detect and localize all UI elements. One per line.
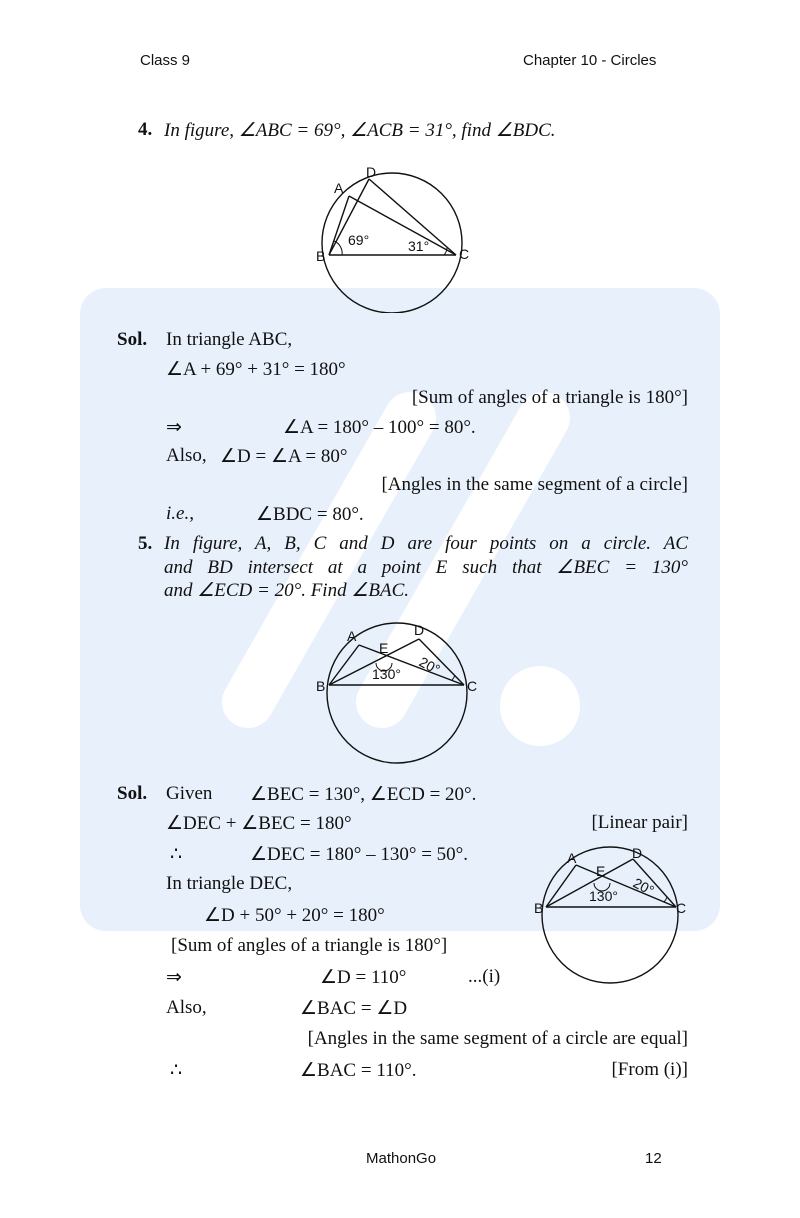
q5-question-line1: In figure, A, B, C and D are four points on a circle. AC <box>164 533 688 554</box>
q5-f2-label-a: A <box>567 850 577 866</box>
q5-sol-line8: ∠BAC = ∠D <box>300 998 408 1019</box>
q5-sol-reason-segment: [Angles in the same segment of a circle are equal] <box>307 1028 688 1049</box>
q5-f1-angle-e: 130° <box>372 666 401 682</box>
q4-sol-line1: In triangle ABC, <box>166 329 293 350</box>
q4-sol-reason1: [Sum of angles of a triangle is 180°] <box>411 387 688 408</box>
q4-number: 4. <box>138 119 153 140</box>
chapter-title: Chapter 10 - Circles <box>523 52 657 69</box>
class-label: Class 9 <box>140 52 191 69</box>
q5-sol-given: Given <box>166 783 213 804</box>
q5-f1-label-e: E <box>379 640 389 656</box>
q5-sol-implies: ⇒ <box>166 967 182 988</box>
q5-sol-line7: ∠D = 110° <box>320 967 407 988</box>
q4-sol-line5: ∠D = ∠A = 80° <box>220 446 348 467</box>
q4-sol-line4: ∠A = 180° – 100° = 80°. <box>283 417 476 438</box>
q4-sol-answer: ∠BDC = 80°. <box>256 504 364 525</box>
q5-sol-label: Sol. <box>117 783 148 804</box>
q5-f2-label-c: C <box>676 900 687 916</box>
q5-f2-label-d: D <box>632 845 643 861</box>
q5-sol-ref-i: ...(i) <box>468 966 501 987</box>
q5-sol-reason-sum: [Sum of angles of a triangle is 180°] <box>171 935 448 956</box>
q5-question-line2: and BD intersect at a point E such that ∠BEC = 130° <box>164 557 688 578</box>
q4-label-c: C <box>459 246 470 262</box>
q4-line-ba <box>329 196 349 255</box>
q5-sol-line1: ∠BEC = 130°, ∠ECD = 20°. <box>250 784 477 805</box>
q4-sol-label: Sol. <box>117 329 148 350</box>
q5-sol-line3: ∠DEC = 180° – 130° = 50°. <box>250 844 469 865</box>
q5-sol-also: Also, <box>166 997 207 1018</box>
footer-brand: MathonGo <box>366 1150 437 1167</box>
q5-f2-angle-e: 130° <box>589 888 618 904</box>
q5-sol-therefore2: ∴ <box>170 1060 183 1081</box>
q4-label-a: A <box>334 180 344 196</box>
q5-f2-label-e: E <box>596 863 606 879</box>
q5-sol-therefore1: ∴ <box>170 844 183 865</box>
q5-sol-line5: ∠D + 50° + 20° = 180° <box>204 905 385 926</box>
q5-question-line3: and ∠ECD = 20°. Find ∠BAC. <box>164 580 410 601</box>
q5-f1-label-d: D <box>414 622 425 638</box>
q5-f1-label-a: A <box>347 628 357 644</box>
q5-f2-angle-c: 20° <box>630 874 657 899</box>
q4-sol-implies: ⇒ <box>166 417 182 438</box>
q4-sol-also: Also, <box>166 445 207 466</box>
q4-angle-c-label: 31° <box>408 238 430 254</box>
q5-f1-label-b: B <box>316 678 326 694</box>
q5-sol-reason-linear: [Linear pair] <box>591 812 688 833</box>
q4-sol-line2: ∠A + 69° + 31° = 180° <box>166 359 346 380</box>
q4-sol-reason2: [Angles in the same segment of a circle] <box>381 474 688 495</box>
q5-sol-answer: ∠BAC = 110°. <box>300 1060 417 1081</box>
q4-label-b: B <box>316 248 326 264</box>
q5-sol-reason-from-i: [From (i)] <box>611 1059 688 1080</box>
q5-f2-label-b: B <box>534 900 544 916</box>
q4-figure <box>310 163 480 313</box>
q5-number: 5. <box>138 533 153 554</box>
q5-sol-line4: In triangle DEC, <box>166 873 293 894</box>
page-number: 12 <box>645 1150 662 1167</box>
q5-figure-2 <box>530 841 700 991</box>
q4-question: In figure, ∠ABC = 69°, ∠ACB = 31°, find ∠BDC. <box>164 120 556 141</box>
q4-sol-ie: i.e., <box>166 503 194 524</box>
q4-angle-b-label: 69° <box>348 232 370 248</box>
q5-sol-line2: ∠DEC + ∠BEC = 180° <box>166 813 352 834</box>
q4-label-d: D <box>366 164 377 180</box>
q5-f1-label-c: C <box>467 678 478 694</box>
q5-f1-angle-c: 20° <box>416 653 443 678</box>
q5-figure-1 <box>312 617 482 767</box>
